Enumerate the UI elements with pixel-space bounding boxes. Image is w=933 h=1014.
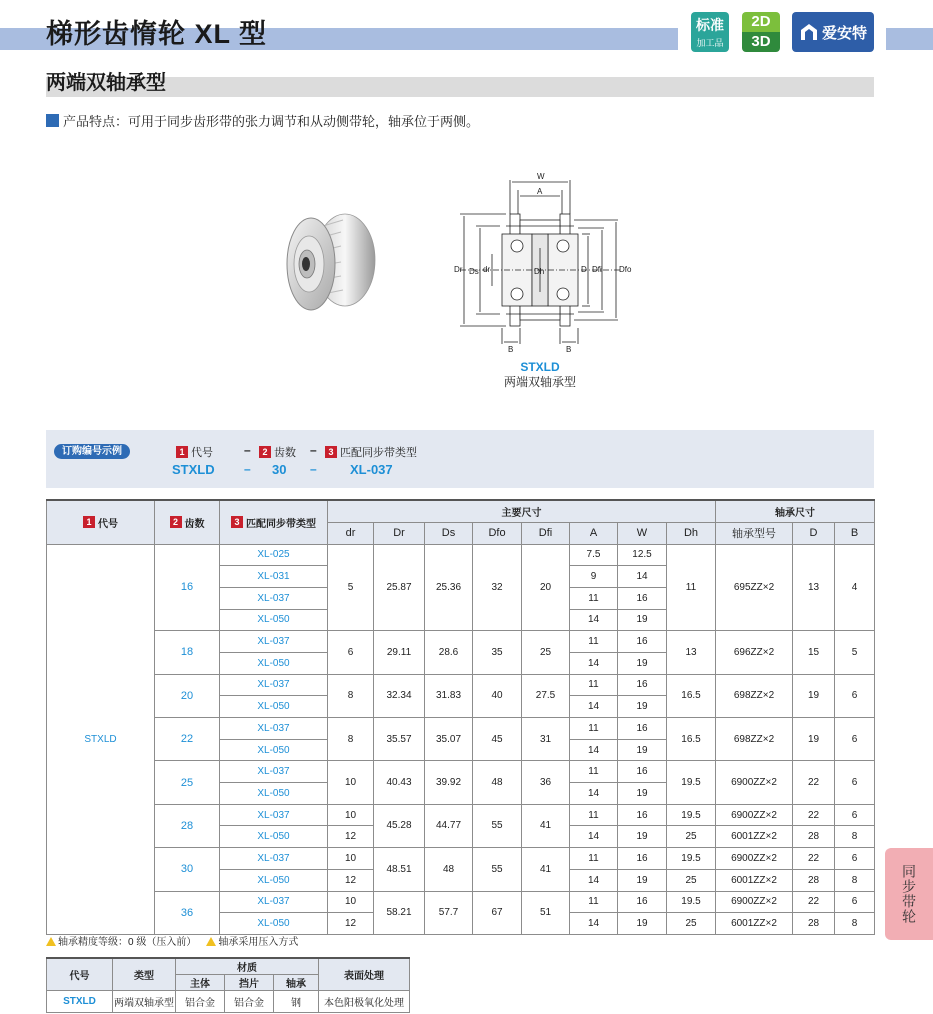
bearing-cell: 6001ZZ×2 [716,826,793,848]
dim-Dh: Dh [534,267,545,276]
bearing-cell: 6001ZZ×2 [716,869,793,891]
dr-cell: 10 [328,848,374,870]
col-code-header [47,500,155,544]
A-cell: 7.5 [570,544,618,566]
Ds-cell: 31.83 [425,674,473,717]
Dfi-cell: 51 [522,891,570,934]
belt-cell: XL-037 [220,848,328,870]
D-cell: 19 [793,718,835,761]
Dh-cell: 16.5 [667,674,716,717]
A-cell: 11 [570,891,618,913]
note-2 [206,933,298,948]
mat-bearing-cell: 钢 [274,991,319,1013]
A-cell: 14 [570,869,618,891]
dim-B-right: B [566,345,572,354]
Dh-cell: 19.5 [667,891,716,913]
Dfo-cell: 55 [473,804,522,847]
table-row [47,631,875,653]
teeth-cell: 20 [155,674,220,717]
W-cell: 19 [618,869,667,891]
D-cell: 15 [793,631,835,674]
D-cell: 22 [793,804,835,826]
number-1-icon: 1 [83,516,95,528]
dim-B-left: B [508,345,514,354]
dr-cell: 10 [328,804,374,826]
D-cell: 22 [793,891,835,913]
dr-cell: 8 [328,674,374,717]
col-W: W [618,522,667,544]
dr-cell: 10 [328,891,374,913]
bearing-dims-header: 轴承尺寸 [716,500,875,522]
Dr-cell: 32.34 [374,674,425,717]
standard-badge [691,12,729,52]
teeth-cell: 30 [155,848,220,891]
bearing-cell: 6900ZZ×2 [716,804,793,826]
A-cell: 11 [570,848,618,870]
order-example-box [46,430,874,488]
Ds-cell: 35.07 [425,718,473,761]
dr-cell: 12 [328,826,374,848]
W-cell: 16 [618,587,667,609]
Dfo-cell: 67 [473,891,522,934]
A-cell: 14 [570,913,618,935]
table-row [47,718,875,740]
teeth-cell: 36 [155,891,220,934]
mat-col-material: 材质 [176,958,319,975]
Ds-cell: 25.36 [425,544,473,631]
dim-dr: dr [483,265,491,274]
dr-cell: 8 [328,718,374,761]
B-cell: 6 [835,891,875,913]
side-tab-timing-pulley[interactable] [885,848,933,940]
col-Dh: Dh [667,522,716,544]
Dh-cell: 16.5 [667,718,716,761]
col-teeth-header [155,500,220,544]
dr-cell: 12 [328,913,374,935]
W-cell: 14 [618,566,667,588]
dim-Ds: Ds [469,267,479,276]
Dfi-cell: 25 [522,631,570,674]
bearing-cell: 698ZZ×2 [716,718,793,761]
table-row [47,891,875,913]
bearing-cell: 6900ZZ×2 [716,761,793,804]
mat-type-cell: 两端双轴承型 [113,991,176,1013]
mat-code-cell: STXLD [47,991,113,1013]
W-cell: 16 [618,891,667,913]
Dr-cell: 25.87 [374,544,425,631]
Dh-cell: 11 [667,544,716,631]
col-B: B [835,522,875,544]
bearing-cell: 6900ZZ×2 [716,848,793,870]
B-cell: 5 [835,631,875,674]
table-row [47,674,875,696]
belt-cell: XL-050 [220,869,328,891]
col-belt-header [220,500,328,544]
W-cell: 12.5 [618,544,667,566]
header-band-right [886,28,933,50]
teeth-cell: 16 [155,544,220,631]
bearing-cell: 698ZZ×2 [716,674,793,717]
belt-cell: XL-037 [220,631,328,653]
order-dash-1: – [244,443,251,457]
Dh-cell: 25 [667,913,716,935]
belt-cell: XL-037 [220,674,328,696]
dr-cell: 12 [328,869,374,891]
badge-3d: 3D [742,32,780,52]
mat-col-code: 代号 [47,958,113,991]
D-cell: 22 [793,761,835,804]
Dr-cell: 35.57 [374,718,425,761]
teeth-cell: 28 [155,804,220,847]
Dfo-cell: 40 [473,674,522,717]
note-1-text: 轴承精度等级：0 级（压入前） [58,937,197,948]
material-table [46,957,410,1013]
notes [46,933,298,948]
B-cell: 4 [835,544,875,631]
B-cell: 6 [835,761,875,804]
W-cell: 16 [618,631,667,653]
col-D: D [793,522,835,544]
Dfi-cell: 41 [522,848,570,891]
Ds-cell: 57.7 [425,891,473,934]
W-cell: 19 [618,913,667,935]
order-label-belt-text: 匹配同步带类型 [340,447,417,459]
mat-col-bearing: 轴承 [274,975,319,991]
Dh-cell: 13 [667,631,716,674]
Dfi-cell: 36 [522,761,570,804]
A-cell: 11 [570,718,618,740]
Dfi-cell: 41 [522,804,570,847]
B-cell: 6 [835,674,875,717]
Dr-cell: 48.51 [374,848,425,891]
W-cell: 16 [618,718,667,740]
Dr-cell: 45.28 [374,804,425,847]
number-3-icon: 3 [231,516,243,528]
mat-col-type: 类型 [113,958,176,991]
belt-cell: XL-050 [220,739,328,761]
A-cell: 14 [570,739,618,761]
number-1-icon: 1 [176,446,188,458]
W-cell: 19 [618,696,667,718]
code-cell: STXLD [47,544,155,934]
technical-drawing [440,168,640,358]
D-cell: 13 [793,544,835,631]
B-cell: 6 [835,804,875,826]
W-cell: 19 [618,826,667,848]
order-label-belt [325,444,417,460]
mat-col-plate: 挡片 [225,975,274,991]
standard-badge-line1: 标准 [696,17,724,33]
col-A: A [570,522,618,544]
A-cell: 14 [570,826,618,848]
teeth-cell: 25 [155,761,220,804]
mat-col-surface: 表面处理 [319,958,410,991]
belt-cell: XL-031 [220,566,328,588]
standard-badge-line2: 加工品 [696,38,724,48]
A-cell: 14 [570,783,618,805]
order-label-code-text: 代号 [191,447,213,459]
Dr-cell: 29.11 [374,631,425,674]
dr-cell: 6 [328,631,374,674]
teeth-cell: 18 [155,631,220,674]
A-cell: 11 [570,674,618,696]
col-Dr: Dr [374,522,425,544]
dim-D: D [581,265,587,274]
B-cell: 8 [835,913,875,935]
B-cell: 8 [835,826,875,848]
Dh-cell: 25 [667,826,716,848]
col-Dfi: Dfi [522,522,570,544]
teeth-cell: 22 [155,718,220,761]
col-code-label: 代号 [98,518,118,530]
belt-cell: XL-025 [220,544,328,566]
warning-icon [206,937,216,946]
Dfo-cell: 35 [473,631,522,674]
A-cell: 11 [570,761,618,783]
order-dash-2: – [310,443,317,457]
belt-cell: XL-037 [220,891,328,913]
W-cell: 19 [618,609,667,631]
Ds-cell: 44.77 [425,804,473,847]
order-value-teeth: 30 [272,462,287,477]
col-teeth-label: 齿数 [184,518,205,530]
belt-cell: XL-050 [220,696,328,718]
col-bearing-model: 轴承型号 [716,522,793,544]
Dh-cell: 25 [667,869,716,891]
D-cell: 28 [793,869,835,891]
bullet-square-icon [46,114,59,127]
order-value-belt: XL-037 [350,462,393,477]
W-cell: 16 [618,848,667,870]
note-1 [46,933,196,948]
order-label-teeth-text: 齿数 [274,447,296,459]
Dh-cell: 19.5 [667,848,716,870]
section-title: 两端双轴承型 [46,72,166,94]
number-2-icon: 2 [259,446,271,458]
product-photo [283,206,383,318]
feature-line [46,111,479,130]
drawing-name: 两端双轴承型 [503,375,576,389]
Ds-cell: 48 [425,848,473,891]
W-cell: 19 [618,783,667,805]
Ds-cell: 39.92 [425,761,473,804]
table-row [47,848,875,870]
A-cell: 11 [570,631,618,653]
D-cell: 28 [793,913,835,935]
belt-cell: XL-037 [220,718,328,740]
A-cell: 14 [570,609,618,631]
Ds-cell: 28.6 [425,631,473,674]
W-cell: 16 [618,761,667,783]
D-cell: 22 [793,848,835,870]
order-label-code [176,444,213,460]
belt-cell: XL-037 [220,761,328,783]
belt-cell: XL-050 [220,826,328,848]
belt-cell: XL-050 [220,652,328,674]
note-2-text: 轴承采用压入方式 [218,937,299,948]
bearing-cell: 6900ZZ×2 [716,891,793,913]
W-cell: 19 [618,652,667,674]
col-Dfo: Dfo [473,522,522,544]
table-row [47,761,875,783]
A-cell: 11 [570,587,618,609]
table-row [47,544,875,566]
page-title: 梯形齿惰轮 XL 型 [46,19,268,49]
W-cell: 19 [618,739,667,761]
spec-table [46,499,875,935]
dim-Dfi: Dfi [592,265,602,274]
table-row [47,991,410,1013]
Dh-cell: 19.5 [667,761,716,804]
dim-A: A [537,187,543,196]
B-cell: 6 [835,848,875,870]
cad-badge[interactable] [742,12,780,52]
D-cell: 19 [793,674,835,717]
bearing-cell: 695ZZ×2 [716,544,793,631]
order-dash-4: – [310,462,317,476]
belt-cell: XL-037 [220,587,328,609]
number-3-icon: 3 [325,446,337,458]
order-dash-3: – [244,462,251,476]
col-Ds: Ds [425,522,473,544]
main-dims-header: 主要尺寸 [328,500,716,522]
brand-mark-icon [799,22,819,42]
dim-Dfo: Dfo [619,265,632,274]
table-row [47,804,875,826]
brand-logo [792,12,874,52]
bearing-cell: 6001ZZ×2 [716,913,793,935]
drawing-code: STXLD [520,360,560,374]
D-cell: 28 [793,826,835,848]
order-value-code: STXLD [172,462,215,477]
A-cell: 11 [570,804,618,826]
col-belt-label: 匹配同步带类型 [246,518,316,530]
brand-name: 爱安特 [821,24,867,42]
order-label-teeth [259,444,296,460]
col-dr: dr [328,522,374,544]
dr-cell: 10 [328,761,374,804]
Dr-cell: 40.43 [374,761,425,804]
Dfo-cell: 32 [473,544,522,631]
belt-cell: XL-037 [220,804,328,826]
order-example-title: 订购编号示例 [54,444,130,459]
Dh-cell: 19.5 [667,804,716,826]
Dfi-cell: 20 [522,544,570,631]
Dfo-cell: 45 [473,718,522,761]
Dr-cell: 58.21 [374,891,425,934]
number-2-icon: 2 [170,516,182,528]
mat-surface-cell: 本色阳极氧化处理 [319,991,410,1013]
A-cell: 14 [570,696,618,718]
badge-2d: 2D [742,12,780,32]
feature-text: 产品特点：可用于同步齿形带的张力调节和从动侧带轮，轴承位于两侧。 [63,114,480,129]
bearing-cell: 696ZZ×2 [716,631,793,674]
belt-cell: XL-050 [220,913,328,935]
mat-body-cell: 铝合金 [176,991,225,1013]
B-cell: 6 [835,718,875,761]
warning-icon [46,937,56,946]
A-cell: 14 [570,652,618,674]
W-cell: 16 [618,674,667,696]
Dfi-cell: 31 [522,718,570,761]
belt-cell: XL-050 [220,783,328,805]
W-cell: 16 [618,804,667,826]
dim-Dr: Dr [454,265,463,274]
mat-col-body: 主体 [176,975,225,991]
side-tab-label: 同步带轮 [901,864,917,924]
B-cell: 8 [835,869,875,891]
Dfo-cell: 48 [473,761,522,804]
mat-plate-cell: 铝合金 [225,991,274,1013]
Dfo-cell: 55 [473,848,522,891]
belt-cell: XL-050 [220,609,328,631]
dim-W: W [537,172,545,181]
dr-cell: 5 [328,544,374,631]
A-cell: 9 [570,566,618,588]
Dfi-cell: 27.5 [522,674,570,717]
